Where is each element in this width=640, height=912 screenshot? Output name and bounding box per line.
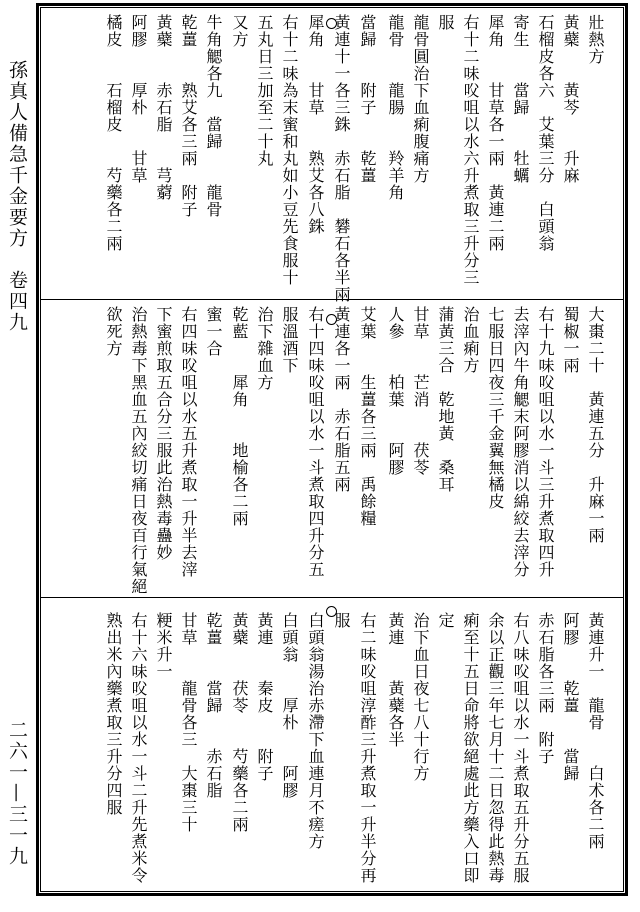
text-column: 治熱毒下黑血五內絞切痛日夜百行氣絕 bbox=[129, 306, 148, 595]
text-panel-bottom bbox=[44, 612, 620, 888]
text-column: 粳米升一 bbox=[154, 612, 173, 680]
text-column: 五丸日三加至二十丸 bbox=[255, 14, 274, 167]
text-column: 余以正觀三年七月十二日忽得此熱毒 bbox=[486, 612, 505, 884]
text-column: 蜀椒一兩 bbox=[561, 306, 580, 374]
text-column: 熟出米內藥煮取三升分四服 bbox=[104, 612, 123, 816]
text-column: 右十六味㕮咀以水一斗二升先煮米令 bbox=[129, 612, 148, 884]
text-column: 服 bbox=[332, 612, 351, 629]
text-column: 艾葉 生薑各三兩 禹餘糧 bbox=[358, 306, 377, 527]
panel-divider bbox=[40, 597, 624, 598]
text-column: 白頭翁湯治赤滯下血連月不瘥方 bbox=[306, 612, 325, 850]
text-column: 黃蘗 赤石脂 芎藭 bbox=[154, 14, 173, 201]
text-column: 阿膠 乾薑 當歸 bbox=[561, 612, 580, 782]
text-column: 下蜜煎取五合分三服此治熱毒蠱妙 bbox=[154, 306, 173, 561]
text-column: 右十九味㕮咀以水一斗三升煮取四升 bbox=[536, 306, 555, 578]
text-column: 黃蘗 黃芩 升麻 bbox=[561, 14, 580, 184]
text-column: 右二味㕮咀淳酢三升煮取一升半分再 bbox=[358, 612, 377, 884]
text-column: 右四味㕮咀以水五升煮取一升半去滓 bbox=[179, 306, 198, 578]
text-column: 右十二味㕮咀以水六升煮取三升分三 bbox=[461, 14, 480, 286]
text-column: 黃連各一兩 赤石脂五兩 bbox=[332, 306, 351, 493]
text-column: 欲死方 bbox=[104, 306, 123, 357]
text-column: 右十四味㕮咀以水一斗煮取四升分五 bbox=[306, 306, 325, 578]
text-column: 右十二味為末蜜和丸如小豆先食服十 bbox=[280, 14, 299, 286]
text-column: 犀角 甘草 熟艾各八銖 bbox=[306, 14, 325, 235]
text-column: 壯熱方 bbox=[586, 14, 605, 65]
text-column: 人參 柏葉 阿膠 bbox=[386, 306, 405, 476]
text-column: 治下血日夜七八十行方 bbox=[411, 612, 430, 782]
text-panel-top bbox=[44, 14, 620, 303]
text-column: 蒲黃三合 乾地黃 桑耳 bbox=[436, 306, 455, 493]
text-column: 黃連升一 龍骨 白术各二兩 bbox=[586, 612, 605, 850]
margin-book-title: 孫真人備急千金要方 卷四九 bbox=[6, 60, 28, 333]
text-column: 石榴皮各六 艾葉三分 白頭翁 bbox=[536, 14, 555, 252]
text-column: 大棗二十 黃連五分 升麻一兩 bbox=[586, 306, 605, 544]
text-column: 蜜一合 bbox=[204, 306, 223, 357]
text-column: 乾薑 熟艾各三兩 附子 bbox=[179, 14, 198, 218]
text-column: 服溫酒下 bbox=[280, 306, 299, 374]
text-column: 寄生 當歸 牡蠣 bbox=[511, 14, 530, 184]
text-column: 七服日四夜三千金翼無橘皮 bbox=[486, 306, 505, 510]
text-column: 右八味㕮咀以水一斗煮取五升分五服 bbox=[511, 612, 530, 884]
text-column: 去滓內牛角䚡末阿膠消以綿絞去滓分 bbox=[511, 306, 530, 578]
text-column: 白頭翁 厚朴 阿膠 bbox=[280, 612, 299, 799]
text-column: 龍骨 龍腸 羚羊角 bbox=[386, 14, 405, 201]
text-column: 甘草 龍骨各三 大棗三十 bbox=[179, 612, 198, 833]
margin-page-number: 二六一—三一九 bbox=[6, 720, 28, 867]
text-column: 痢至十五日命將欲絕處此方藥入口即 bbox=[461, 612, 480, 884]
text-column: 乾藍 犀角 地榆各二兩 bbox=[230, 306, 249, 527]
text-column: 甘草 芒消 茯苓 bbox=[411, 306, 430, 476]
text-column: 黃蘗 茯苓 芍藥各二兩 bbox=[230, 612, 249, 833]
text-column: 龍骨圓治下血痢腹痛方 bbox=[411, 14, 430, 184]
text-column: 當歸 附子 乾薑 bbox=[358, 14, 377, 184]
text-column: 赤石脂各三兩 附子 bbox=[536, 612, 555, 765]
text-column: 橘皮 石榴皮 芍藥各二兩 bbox=[104, 14, 123, 252]
text-column: 犀角 甘草各一兩 黃連二兩 bbox=[486, 14, 505, 252]
text-column: 阿膠 厚朴 甘草 bbox=[129, 14, 148, 184]
text-column: 黃連十一各三銖 赤石脂 礬石各半兩 bbox=[332, 14, 351, 303]
text-column: 牛角䚡各九 當歸 龍骨 bbox=[204, 14, 223, 218]
text-column: 黃連 黃蘗各半 bbox=[386, 612, 405, 748]
text-column: 定 bbox=[436, 612, 455, 629]
text-column: 服 bbox=[436, 14, 455, 31]
text-column: 又方 bbox=[230, 14, 249, 48]
text-panel-middle bbox=[44, 306, 620, 594]
text-column: 治下雜血方 bbox=[255, 306, 274, 391]
text-column: 乾薑 當歸 赤石脂 bbox=[204, 612, 223, 799]
text-column: 黃連 秦皮 附子 bbox=[255, 612, 274, 782]
text-column: 治血痢方 bbox=[461, 306, 480, 374]
